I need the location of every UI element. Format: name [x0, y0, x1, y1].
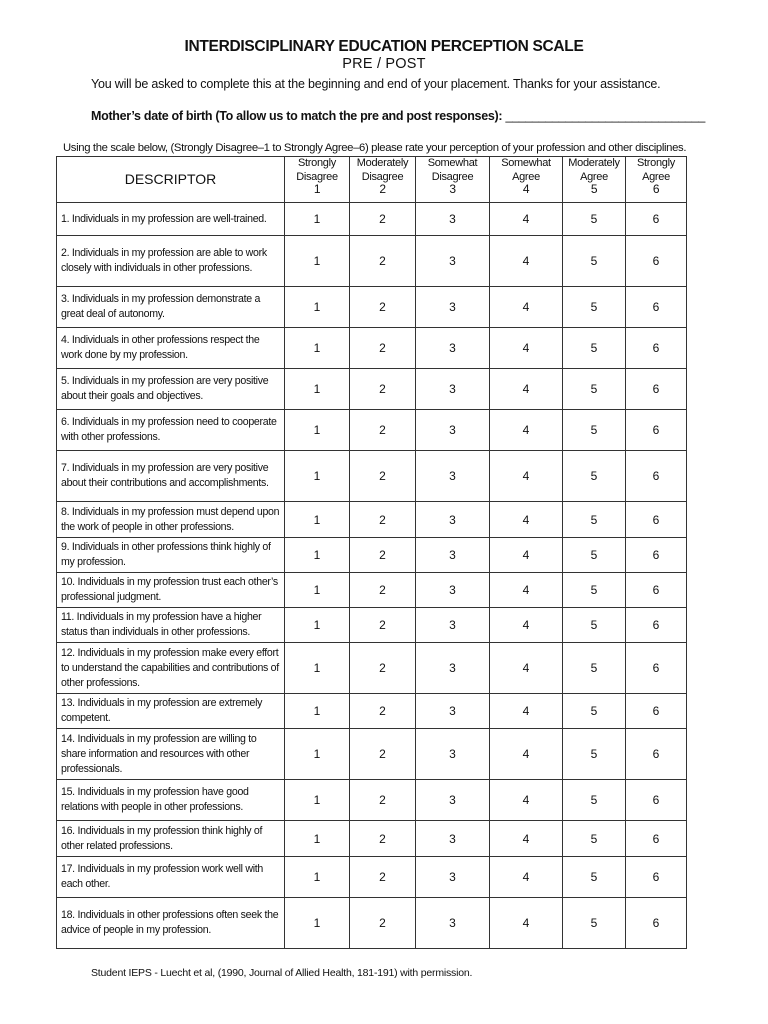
item-descriptor: 14. Individuals in my profession are willing to share information and resources with other professionals. — [57, 729, 285, 780]
rating-option-1[interactable]: 1 — [285, 608, 350, 643]
table-row — [57, 328, 687, 369]
rating-option-5[interactable]: 5 — [563, 729, 626, 780]
page-title: INTERDISCIPLINARY EDUCATION PERCEPTION SCALE — [184, 38, 584, 55]
rating-option-2[interactable]: 2 — [350, 369, 416, 410]
rating-option-3[interactable]: 3 — [416, 236, 490, 287]
rating-option-6[interactable]: 6 — [626, 898, 687, 949]
item-descriptor: 3. Individuals in my profession demonstrate a great deal of autonomy. — [57, 287, 285, 328]
rating-option-1[interactable]: 1 — [285, 729, 350, 780]
rating-option-3[interactable]: 3 — [416, 821, 490, 857]
table-header-row — [57, 157, 687, 203]
column-header-descriptor: DESCRIPTOR — [57, 157, 285, 203]
header-line: Agree — [580, 170, 608, 183]
table-row — [57, 857, 687, 898]
rating-option-2[interactable]: 2 — [350, 608, 416, 643]
rating-option-4[interactable]: 4 — [490, 287, 563, 328]
mother-dob-field — [91, 109, 705, 123]
rating-option-1[interactable]: 1 — [285, 694, 350, 729]
rating-option-3[interactable]: 3 — [416, 502, 490, 538]
rating-option-1[interactable]: 1 — [285, 502, 350, 538]
rating-option-1[interactable]: 1 — [285, 410, 350, 451]
item-descriptor: 10. Individuals in my profession trust each other’s professional judgment. — [57, 573, 285, 608]
rating-option-5[interactable]: 5 — [563, 694, 626, 729]
rating-option-3[interactable]: 3 — [416, 369, 490, 410]
rating-option-2[interactable]: 2 — [350, 410, 416, 451]
rating-option-6[interactable]: 6 — [626, 236, 687, 287]
rating-option-1[interactable]: 1 — [285, 643, 350, 694]
rating-option-1[interactable]: 1 — [285, 780, 350, 821]
table-row — [57, 694, 687, 729]
rating-option-2[interactable]: 2 — [350, 203, 416, 236]
item-descriptor: 4. Individuals in other professions respect the work done by my profession. — [57, 328, 285, 369]
rating-option-2[interactable]: 2 — [350, 538, 416, 573]
table-row — [57, 538, 687, 573]
rating-option-5[interactable]: 5 — [563, 857, 626, 898]
rating-option-5[interactable]: 5 — [563, 608, 626, 643]
rating-option-5[interactable]: 5 — [563, 821, 626, 857]
mother-dob-blank[interactable]: ______________________________ — [505, 109, 705, 123]
page-subtitle: PRE / POST — [342, 56, 426, 72]
rating-option-4[interactable]: 4 — [490, 451, 563, 502]
rating-option-3[interactable]: 3 — [416, 780, 490, 821]
rating-option-6[interactable]: 6 — [626, 328, 687, 369]
rating-option-2[interactable]: 2 — [350, 287, 416, 328]
rating-option-5[interactable]: 5 — [563, 538, 626, 573]
table-row — [57, 573, 687, 608]
rating-option-6[interactable]: 6 — [626, 857, 687, 898]
header-line: Moderately — [356, 157, 409, 169]
rating-option-4[interactable]: 4 — [490, 410, 563, 451]
rating-option-3[interactable]: 3 — [416, 643, 490, 694]
rating-option-5[interactable]: 5 — [563, 502, 626, 538]
item-descriptor: 15. Individuals in my profession have good relations with people in other professions. — [57, 780, 285, 821]
rating-option-6[interactable]: 6 — [626, 821, 687, 857]
rating-option-4[interactable]: 4 — [490, 369, 563, 410]
rating-option-2[interactable]: 2 — [350, 451, 416, 502]
rating-option-4[interactable]: 4 — [490, 643, 563, 694]
rating-option-5[interactable]: 5 — [563, 451, 626, 502]
rating-option-3[interactable]: 3 — [416, 410, 490, 451]
item-descriptor: 16. Individuals in my profession think highly of other related professions. — [57, 821, 285, 857]
rating-option-1[interactable]: 1 — [285, 821, 350, 857]
rating-option-4[interactable]: 4 — [490, 608, 563, 643]
rating-option-3[interactable]: 3 — [416, 573, 490, 608]
rating-table — [56, 156, 687, 949]
rating-option-4[interactable]: 4 — [490, 780, 563, 821]
header-line: Disagree — [431, 170, 474, 183]
rating-option-4[interactable]: 4 — [490, 729, 563, 780]
item-descriptor: 17. Individuals in my profession work well with each other. — [57, 857, 285, 898]
rating-option-1[interactable]: 1 — [285, 203, 350, 236]
column-header-strongly-agree — [626, 157, 687, 203]
rating-option-4[interactable]: 4 — [490, 573, 563, 608]
item-descriptor: 5. Individuals in my profession are very positive about their goals and objectives. — [57, 369, 285, 410]
rating-option-6[interactable]: 6 — [626, 369, 687, 410]
header-line: Disagree — [296, 170, 338, 183]
header-number: 4 — [522, 182, 530, 196]
table-row — [57, 203, 687, 236]
rating-option-3[interactable]: 3 — [416, 898, 490, 949]
rating-option-6[interactable]: 6 — [626, 608, 687, 643]
item-descriptor: 7. Individuals in my profession are very positive about their contributions and accomplishments. — [57, 451, 285, 502]
rating-option-2[interactable]: 2 — [350, 857, 416, 898]
rating-option-4[interactable]: 4 — [490, 898, 563, 949]
rating-option-2[interactable]: 2 — [350, 643, 416, 694]
rating-option-1[interactable]: 1 — [285, 898, 350, 949]
table-row — [57, 780, 687, 821]
rating-option-1[interactable]: 1 — [285, 236, 350, 287]
rating-option-3[interactable]: 3 — [416, 203, 490, 236]
rating-option-5[interactable]: 5 — [563, 328, 626, 369]
rating-option-4[interactable]: 4 — [490, 203, 563, 236]
rating-option-2[interactable]: 2 — [350, 328, 416, 369]
table-row — [57, 287, 687, 328]
table-row — [57, 369, 687, 410]
header-number: 3 — [449, 182, 456, 196]
rating-option-3[interactable]: 3 — [416, 694, 490, 729]
header-line: Somewhat — [427, 157, 478, 169]
item-descriptor: 11. Individuals in my profession have a higher status than individuals in other professions. — [57, 608, 285, 643]
rating-option-4[interactable]: 4 — [490, 502, 563, 538]
header-number: 1 — [313, 182, 321, 196]
rating-option-6[interactable]: 6 — [626, 451, 687, 502]
item-descriptor: 8. Individuals in my profession must depend upon the work of people in other professions. — [57, 502, 285, 538]
rating-option-3[interactable]: 3 — [416, 857, 490, 898]
rating-option-2[interactable]: 2 — [350, 821, 416, 857]
rating-option-5[interactable]: 5 — [563, 203, 626, 236]
rating-option-5[interactable]: 5 — [563, 898, 626, 949]
table-row — [57, 898, 687, 949]
table-row — [57, 410, 687, 451]
rating-option-6[interactable]: 6 — [626, 410, 687, 451]
rating-option-6[interactable]: 6 — [626, 502, 687, 538]
rating-option-3[interactable]: 3 — [416, 538, 490, 573]
rating-option-6[interactable]: 6 — [626, 287, 687, 328]
column-header-somewhat-agree — [490, 157, 563, 203]
rating-option-3[interactable]: 3 — [416, 328, 490, 369]
rating-option-3[interactable]: 3 — [416, 608, 490, 643]
rating-option-4[interactable]: 4 — [490, 328, 563, 369]
rating-option-4[interactable]: 4 — [490, 821, 563, 857]
header-number: 5 — [590, 182, 598, 196]
rating-option-2[interactable]: 2 — [350, 573, 416, 608]
header-line: Agree — [642, 170, 670, 183]
rating-option-2[interactable]: 2 — [350, 694, 416, 729]
table-row — [57, 729, 687, 780]
item-descriptor: 6. Individuals in my profession need to cooperate with other professions. — [57, 410, 285, 451]
rating-option-1[interactable]: 1 — [285, 369, 350, 410]
rating-option-5[interactable]: 5 — [563, 410, 626, 451]
rating-option-3[interactable]: 3 — [416, 287, 490, 328]
item-descriptor: 18. Individuals in other professions often seek the advice of people in my profession. — [57, 898, 285, 949]
rating-option-6[interactable]: 6 — [626, 643, 687, 694]
rating-option-1[interactable]: 1 — [285, 538, 350, 573]
rating-option-3[interactable]: 3 — [416, 729, 490, 780]
table-row — [57, 821, 687, 857]
rating-option-1[interactable]: 1 — [285, 287, 350, 328]
rating-option-6[interactable]: 6 — [626, 694, 687, 729]
item-descriptor: 9. Individuals in other professions think highly of my profession. — [57, 538, 285, 573]
rating-option-1[interactable]: 1 — [285, 857, 350, 898]
scale-instructions: Using the scale below, (Strongly Disagree–1 to Strongly Agree–6) please rate your perception of your profession and other disciplines. — [63, 142, 687, 154]
rating-option-4[interactable]: 4 — [490, 236, 563, 287]
rating-option-5[interactable]: 5 — [563, 236, 626, 287]
rating-option-6[interactable]: 6 — [626, 780, 687, 821]
rating-option-2[interactable]: 2 — [350, 236, 416, 287]
table-row — [57, 643, 687, 694]
rating-option-4[interactable]: 4 — [490, 538, 563, 573]
column-header-somewhat-disagree — [416, 157, 490, 203]
mother-dob-label: Mother’s date of birth (To allow us to match the pre and post responses): — [91, 109, 503, 123]
rating-option-6[interactable]: 6 — [626, 203, 687, 236]
rating-option-6[interactable]: 6 — [626, 729, 687, 780]
item-descriptor: 13. Individuals in my profession are extremely competent. — [57, 694, 285, 729]
column-header-moderately-disagree — [350, 157, 416, 203]
rating-option-6[interactable]: 6 — [626, 538, 687, 573]
table-row — [57, 236, 687, 287]
intro-text: You will be asked to complete this at the beginning and end of your placement. Thanks for your assistance. — [91, 77, 661, 91]
item-descriptor: 12. Individuals in my profession make every effort to understand the capabilities and contributions of other professions. — [57, 643, 285, 694]
item-descriptor: 1. Individuals in my profession are well-trained. — [57, 203, 285, 236]
table-row — [57, 608, 687, 643]
header-line: Somewhat — [501, 157, 551, 169]
rating-option-5[interactable]: 5 — [563, 573, 626, 608]
rating-option-6[interactable]: 6 — [626, 573, 687, 608]
rating-option-5[interactable]: 5 — [563, 780, 626, 821]
header-line: Disagree — [361, 170, 404, 183]
rating-option-5[interactable]: 5 — [563, 287, 626, 328]
rating-option-2[interactable]: 2 — [350, 502, 416, 538]
header-line: Strongly — [637, 157, 675, 169]
rating-option-5[interactable]: 5 — [563, 369, 626, 410]
rating-option-4[interactable]: 4 — [490, 857, 563, 898]
header-number: 2 — [379, 182, 386, 196]
item-descriptor: 2. Individuals in my profession are able to work closely with individuals in other professions. — [57, 236, 285, 287]
table-row — [57, 451, 687, 502]
rating-option-2[interactable]: 2 — [350, 898, 416, 949]
footer-citation: Student IEPS - Luecht et al, (1990, Journal of Allied Health, 181-191) with permission. — [91, 967, 473, 979]
rating-option-5[interactable]: 5 — [563, 643, 626, 694]
rating-option-1[interactable]: 1 — [285, 451, 350, 502]
rating-option-2[interactable]: 2 — [350, 780, 416, 821]
rating-option-3[interactable]: 3 — [416, 451, 490, 502]
rating-option-1[interactable]: 1 — [285, 328, 350, 369]
rating-option-2[interactable]: 2 — [350, 729, 416, 780]
rating-option-4[interactable]: 4 — [490, 694, 563, 729]
column-header-strongly-disagree — [285, 157, 350, 203]
header-line: Moderately — [568, 157, 620, 169]
header-line: Agree — [512, 170, 540, 183]
header-line: Strongly — [298, 157, 336, 169]
table-row — [57, 502, 687, 538]
rating-option-1[interactable]: 1 — [285, 573, 350, 608]
column-header-moderately-agree — [563, 157, 626, 203]
header-number: 6 — [652, 182, 660, 196]
